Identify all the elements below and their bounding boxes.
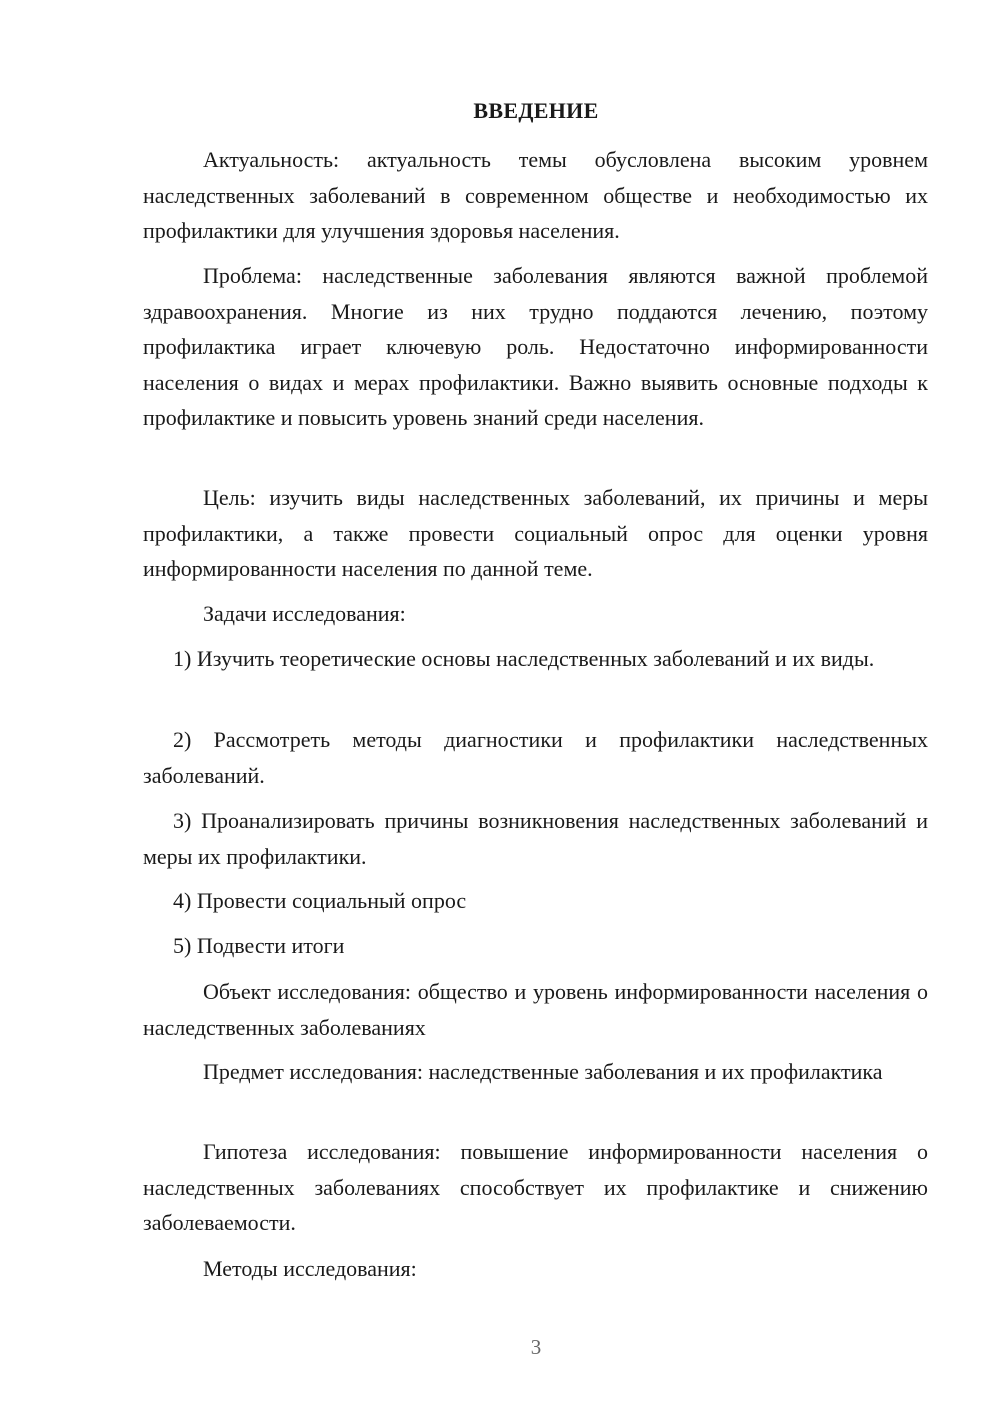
methods-heading: Методы исследования: bbox=[203, 1256, 417, 1281]
task-item: 5) Подвести итоги bbox=[173, 933, 345, 958]
task-item: 4) Провести социальный опрос bbox=[173, 888, 467, 913]
tasks-heading: Задачи исследования: bbox=[203, 601, 406, 626]
task-item: 1) Изучить теоретические основы наследственных заболеваний и их виды. bbox=[173, 646, 875, 671]
problem-paragraph: Проблема: наследственные заболевания являются важной проблемой здравоохранения. Многие из них трудно поддаются лечению, поэтому профилактика играет ключевую роль. Недостаточно информированности населения о видах и мерах профилактики. Важно выявить основные подходы к профилактике и повысить уровень знаний среди населения. bbox=[143, 263, 928, 430]
goal-paragraph: Цель: изучить виды наследственных заболеваний, их причины и меры профилактики, а также провести социальный опрос для оценки уровня информированности населения по данной теме. bbox=[143, 485, 928, 581]
hypothesis-paragraph: Гипотеза исследования: повышение информированности населения о наследственных заболеваниях способствует их профилактике и снижению заболеваемости. bbox=[143, 1139, 928, 1235]
task-item: 2) Рассмотреть методы диагностики и профилактики наследственных заболеваний. bbox=[143, 727, 928, 788]
relevance-paragraph: Актуальность: актуальность темы обусловлена высоким уровнем наследственных заболеваний в современном обществе и необходимостью их профилактики для улучшения здоровья населения. bbox=[143, 147, 928, 243]
subject-paragraph: Предмет исследования: наследственные заболевания и их профилактика bbox=[203, 1059, 883, 1084]
section-title: ВВЕДЕНИЕ bbox=[473, 98, 599, 123]
task-item: 3) Проанализировать причины возникновения наследственных заболеваний и меры их профилактики. bbox=[143, 808, 928, 869]
object-paragraph: Объект исследования: общество и уровень информированности населения о наследственных заболеваниях bbox=[143, 979, 928, 1040]
page-number: 3 bbox=[530, 1335, 542, 1359]
